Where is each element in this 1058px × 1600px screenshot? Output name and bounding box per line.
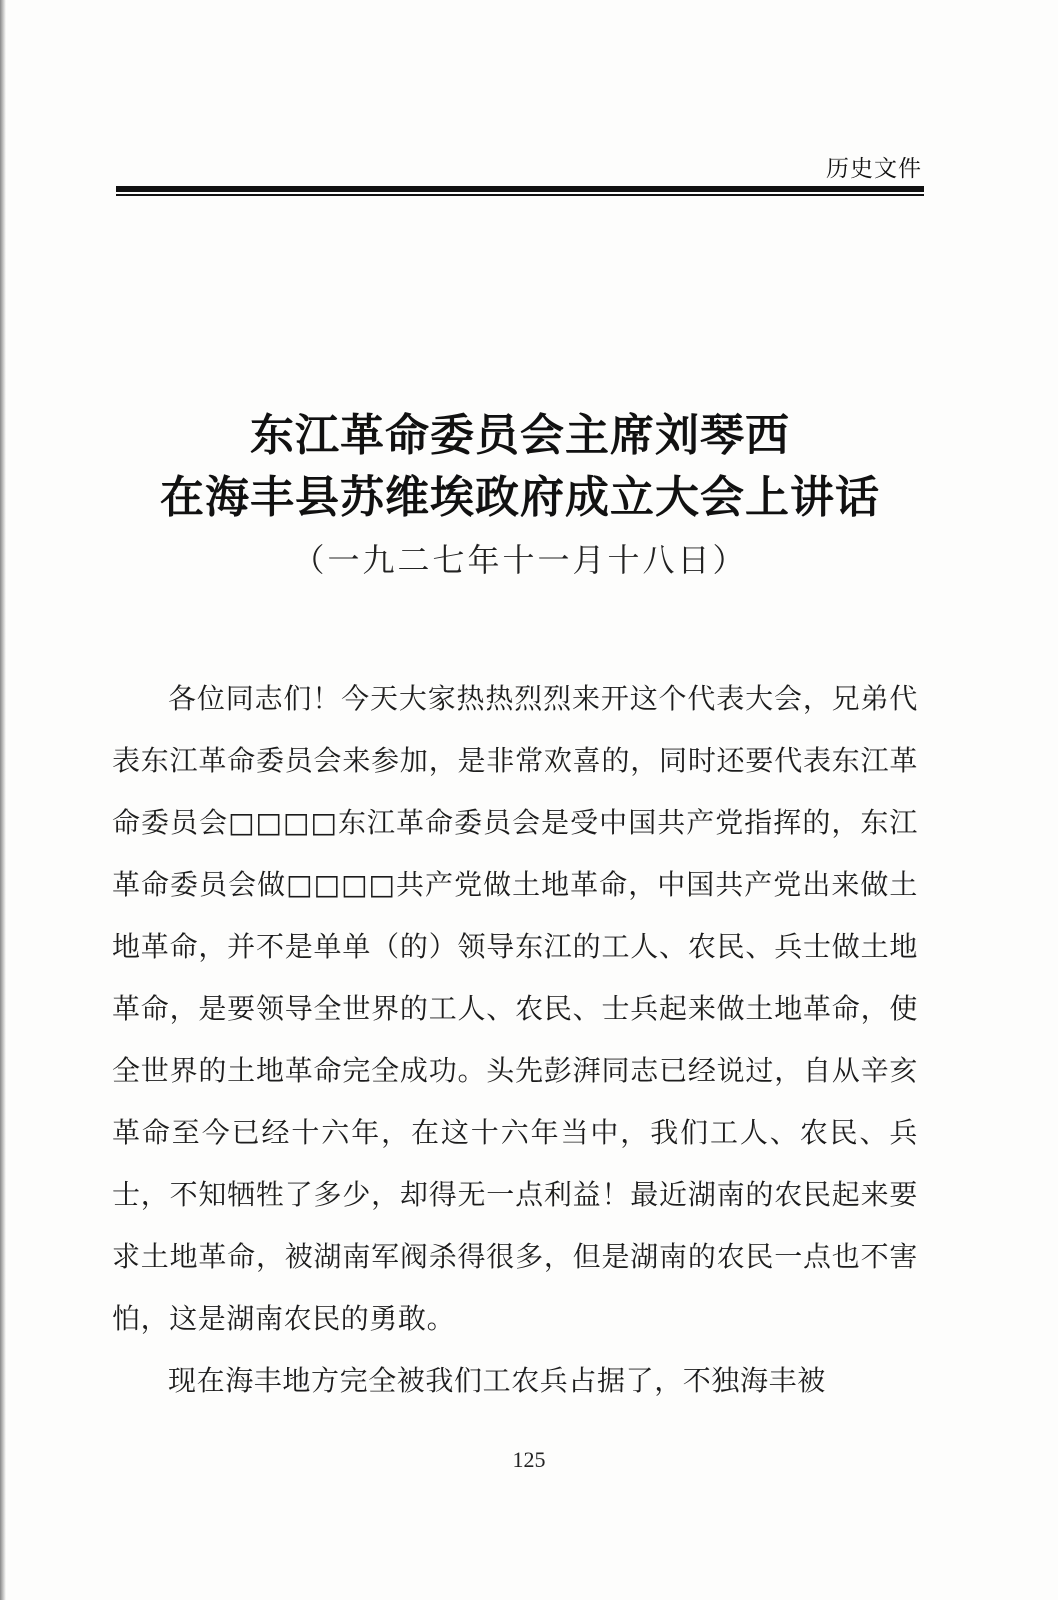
title-line-1: 东江革命委员会主席刘琴西	[250, 410, 790, 461]
running-head: 历史文件	[826, 156, 922, 182]
paragraph-1: 各位同志们！今天大家热热烈烈来开这个代表大会，兄弟代表东江革命委员会来参加，是非常欢喜的，同时还要代表东江革命委员会□□□□东江革命委员会是受中国共产党指挥的，东江革命委员会做□□□□共产党做土地革命，中国共产党出来做土地革命，并不是单单（的）领导东江的工人、农民、兵士做土地革命，是要领导全世界的工人、农民、士兵起来做土地革命，使全世界的土地革命完全成功。头先彭湃同志已经说过，自从辛亥革命至今已经十六年，在这十六年当中，我们工人、农民、兵士，不知牺牲了多少，却得无一点利益！最近湖南的农民起来要求土地革命，被湖南军阀杀得很多，但是湖南的农民一点也不害怕，这是湖南农民的勇敢。	[112, 682, 918, 1335]
header-rule-thin	[116, 194, 924, 196]
title-block	[116, 405, 924, 585]
header-rule-thick	[116, 186, 924, 192]
page-number: 125	[512, 1447, 546, 1472]
body-text	[112, 668, 918, 1412]
title-date: （一九二七年十一月十八日）	[292, 541, 748, 579]
title-line-2: 在海丰县苏维埃政府成立大会上讲话	[160, 472, 880, 523]
paragraph-2: 现在海丰地方完全被我们工农兵占据了，不独海丰被	[168, 1364, 826, 1397]
scan-edge-shadow	[0, 0, 6, 1600]
